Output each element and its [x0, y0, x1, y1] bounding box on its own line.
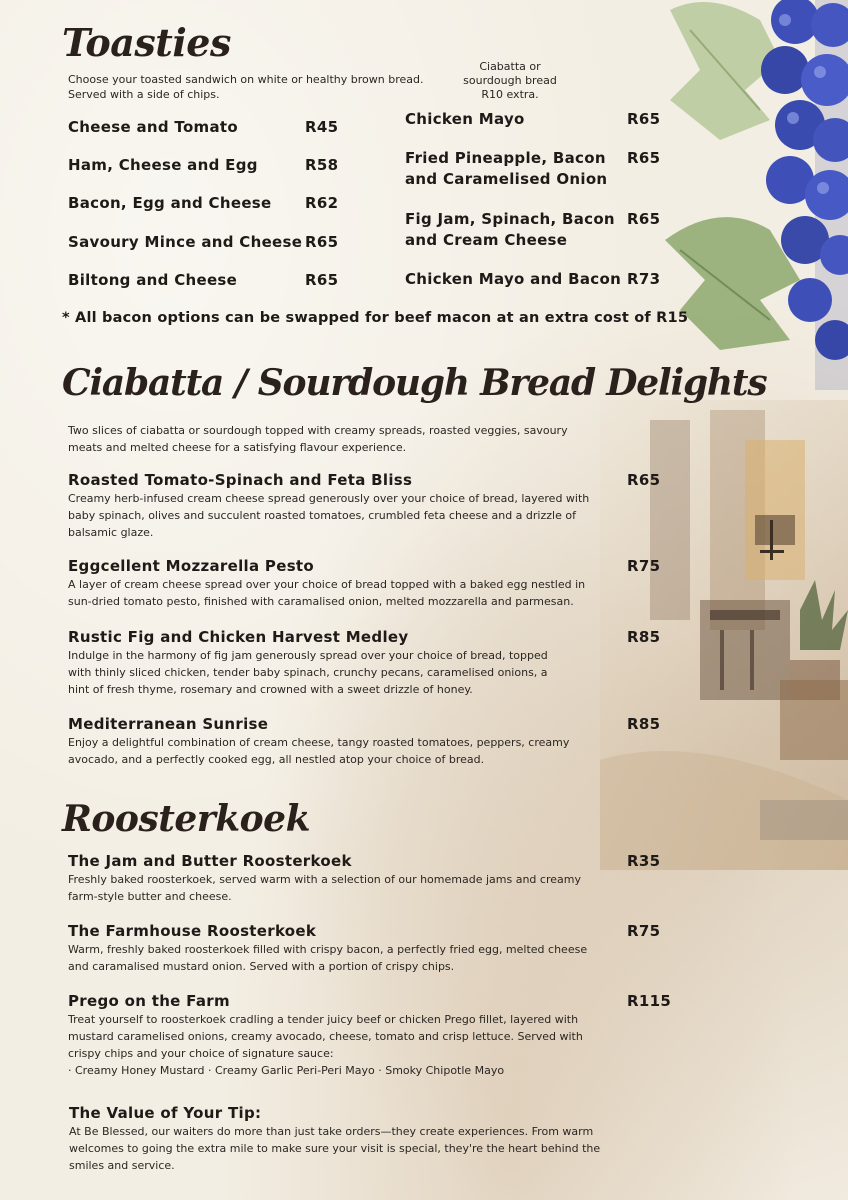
- toastie-name: [405, 209, 615, 251]
- desc-line: and caramalised mustard onion. Served with a portion of crispy chips.: [68, 960, 455, 973]
- desc-line: welcomes to going the extra mile to make sure your visit is special, they're the heart behind the: [69, 1142, 601, 1155]
- desc-line: Freshly baked roosterkoek, served warm with a selection of our homemade jams and creamy: [68, 873, 581, 886]
- desc-line: Creamy herb-infused cream cheese spread generously over your choice of bread, layered with: [68, 492, 590, 505]
- toastie-name-line: Chicken Mayo and Bacon: [405, 270, 622, 288]
- ciabatta-intro-line: Two slices of ciabatta or sourdough topped with creamy spreads, roasted veggies, savoury: [68, 424, 568, 437]
- menu-item-price: R85: [627, 715, 661, 733]
- toastie-name: [405, 148, 607, 190]
- menu-item-price: R85: [627, 628, 661, 646]
- menu-item-desc: [68, 734, 569, 768]
- tip-text: [69, 1123, 600, 1174]
- toastie-name: [405, 269, 621, 290]
- desc-line: crispy chips and your choice of signature sauce:: [68, 1047, 334, 1060]
- desc-line: Indulge in the harmony of fig jam generously spread over your choice of bread, topped: [68, 649, 548, 662]
- toastie-name-line: Fig Jam, Spinach, Bacon: [405, 210, 615, 228]
- desc-line: farm-style butter and cheese.: [68, 890, 232, 903]
- desc-line: mustard caramelised onions, creamy avocado, cheese, tomato and crisp lettuce. Served with: [68, 1030, 583, 1043]
- toastie-price: R65: [627, 110, 661, 128]
- extra-note-line: R10 extra.: [481, 88, 539, 101]
- toastie-price: R62: [305, 194, 339, 212]
- toastie-price: R65: [627, 149, 661, 167]
- toastie-name-line: Chicken Mayo: [405, 110, 525, 128]
- desc-line: hint of fresh thyme, rosemary and crowned with a sweet drizzle of honey.: [68, 683, 473, 696]
- menu-item-desc: [68, 1011, 583, 1079]
- toastie-name: Biltong and Cheese: [68, 271, 238, 289]
- toastie-price: R65: [305, 271, 339, 289]
- grape-cluster-art: [755, 0, 848, 390]
- menu-item-name: The Jam and Butter Roosterkoek: [68, 852, 352, 870]
- desc-line: avocado, and a perfectly cooked egg, all nestled atop your choice of bread.: [68, 753, 485, 766]
- toastie-name-line: and Cream Cheese: [405, 231, 568, 249]
- menu-item-price: R75: [627, 557, 661, 575]
- toastie-price: R65: [627, 210, 661, 228]
- toasties-intro-line: Choose your toasted sandwich on white or healthy brown bread.: [68, 73, 424, 86]
- desc-line: At Be Blessed, our waiters do more than just take orders—they create experiences. From warm: [69, 1125, 594, 1138]
- menu-item-price: R65: [627, 471, 661, 489]
- menu-item-price: R35: [627, 852, 661, 870]
- toastie-price: R65: [305, 233, 339, 251]
- section-title-ciabatta: Ciabatta / Sourdough Bread Delights: [62, 362, 767, 404]
- menu-item-name: Rustic Fig and Chicken Harvest Medley: [68, 628, 409, 646]
- ciabatta-intro: [68, 422, 568, 456]
- desc-line: balsamic glaze.: [68, 526, 154, 539]
- desc-line: A layer of cream cheese spread over your choice of bread topped with a baked egg nestled in: [68, 578, 586, 591]
- toastie-price: R45: [305, 118, 339, 136]
- desc-line: Treat yourself to roosterkoek cradling a tender juicy beef or chicken Prego fillet, layered with: [68, 1013, 579, 1026]
- toastie-name: Cheese and Tomato: [68, 118, 238, 136]
- farm-courtyard-watercolor-art: [560, 380, 848, 900]
- menu-item-name: The Farmhouse Roosterkoek: [68, 922, 317, 940]
- toasties-intro-line: Served with a side of chips.: [68, 88, 220, 101]
- extra-note-line: sourdough bread: [463, 74, 557, 87]
- toastie-name: Savoury Mince and Cheese: [68, 233, 303, 251]
- toasties-intro: [68, 71, 424, 103]
- toasties-footnote: * All bacon options can be swapped for beef macon at an extra cost of R15: [62, 310, 689, 326]
- desc-line: with thinly sliced chicken, tender baby spinach, crunchy pecans, caramelised onions, a: [68, 666, 548, 679]
- menu-item-desc: [68, 576, 585, 610]
- toastie-name-line: and Caramelised Onion: [405, 170, 608, 188]
- menu-item-desc: [68, 871, 581, 905]
- toasties-extra-note: [440, 60, 580, 102]
- ciabatta-intro-line: meats and melted cheese for a satisfying flavour experience.: [68, 441, 407, 454]
- menu-item-desc: [68, 941, 587, 975]
- desc-line: smiles and service.: [69, 1159, 175, 1172]
- toastie-price: R73: [627, 270, 661, 288]
- desc-line: sun-dried tomato pesto, finished with caramalised onion, melted mozzarella and parmesan.: [68, 595, 574, 608]
- desc-line: baby spinach, olives and succulent roasted tomatoes, crumbled feta cheese and a drizzle of: [68, 509, 576, 522]
- menu-item-name: Eggcellent Mozzarella Pesto: [68, 557, 314, 575]
- section-title-roosterkoek: Roosterkoek: [62, 798, 311, 840]
- desc-line: Warm, freshly baked roosterkoek filled with crispy bacon, a perfectly fried egg, melted cheese: [68, 943, 588, 956]
- toastie-name-line: Fried Pineapple, Bacon: [405, 149, 606, 167]
- desc-line: · Creamy Honey Mustard · Creamy Garlic Peri-Peri Mayo · Smoky Chipotle Mayo: [68, 1064, 505, 1077]
- menu-item-price: R75: [627, 922, 661, 940]
- toastie-price: R58: [305, 156, 339, 174]
- menu-item-name: Roasted Tomato-Spinach and Feta Bliss: [68, 471, 413, 489]
- toastie-name: Bacon, Egg and Cheese: [68, 194, 272, 212]
- menu-item-desc: [68, 490, 589, 541]
- menu-item-name: Prego on the Farm: [68, 992, 230, 1010]
- desc-line: Enjoy a delightful combination of cream cheese, tangy roasted tomatoes, peppers, creamy: [68, 736, 570, 749]
- toastie-name: [405, 109, 525, 130]
- menu-item-name: Mediterranean Sunrise: [68, 715, 269, 733]
- extra-note-line: Ciabatta or: [479, 60, 541, 73]
- section-title-toasties: Toasties: [62, 20, 231, 65]
- toastie-name: Ham, Cheese and Egg: [68, 156, 258, 174]
- menu-item-price: R115: [627, 992, 672, 1010]
- menu-item-desc: [68, 647, 548, 698]
- tip-heading: The Value of Your Tip:: [69, 1104, 262, 1122]
